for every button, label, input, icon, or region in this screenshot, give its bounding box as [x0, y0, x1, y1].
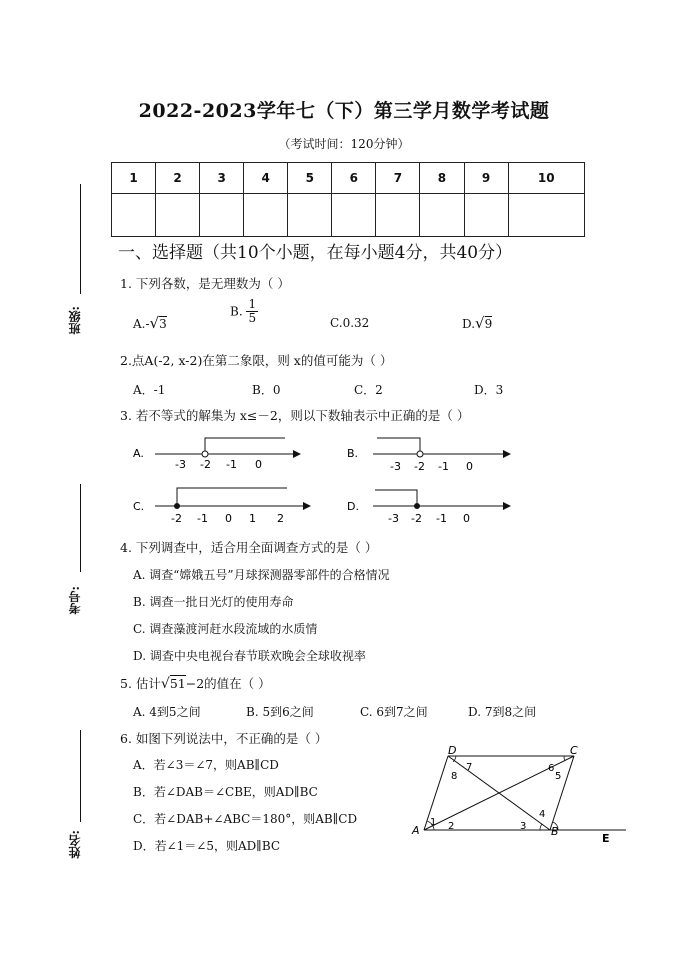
page-title: 2022-2023学年七（下）第三学月数学考试题: [138, 100, 550, 122]
point-label: B: [551, 825, 559, 838]
tick-label: -1: [226, 458, 237, 471]
q1-option-a: A.-√3: [133, 314, 167, 332]
point-label: D: [448, 744, 457, 757]
tick-label: 0: [255, 458, 262, 471]
q6-option-b: B．若∠DAB＝∠CBE，则AD∥BC: [133, 785, 318, 799]
score-blank-cell: [508, 194, 584, 237]
option-label: A.: [133, 447, 144, 460]
q5-option-b: B. 5到6之间: [246, 705, 314, 719]
question-4: 4. 下列调查中，适合用全面调查方式的是（ ）: [120, 540, 378, 555]
number-line-c: [133, 488, 311, 525]
number-line-d: [347, 490, 511, 525]
point-label: E: [602, 832, 610, 845]
score-blank-cell: [244, 194, 288, 237]
score-header-cell: 5: [288, 163, 332, 194]
score-blank-cell: [464, 194, 508, 237]
q2-option-a: A．-1: [133, 383, 166, 397]
score-header-cell: 8: [420, 163, 464, 194]
tick-label: -1: [438, 460, 449, 473]
tick-label: -2: [200, 458, 211, 471]
question-5: 5. 估计√51−2的值在（ ）: [120, 676, 271, 692]
q6-option-a: A．若∠3＝∠7，则AB∥CD: [133, 758, 279, 772]
q1-option-c: C.0.32: [330, 316, 370, 330]
tick-label: -1: [197, 512, 208, 525]
question-6: 6. 如图下列说法中，不正确的是（ ）: [120, 731, 328, 746]
option-label: B.: [347, 447, 359, 460]
tick-label: -3: [388, 512, 399, 525]
angle-label: 3: [520, 821, 527, 832]
score-blank-cell: [156, 194, 200, 237]
angle-label: 1: [430, 817, 437, 828]
score-blank-cell: [420, 194, 464, 237]
q4-option-b: B. 调查一批日光灯的使用寿命: [133, 595, 294, 609]
score-blank-cell: [200, 194, 244, 237]
question-2: 2.点A(-2, x-2)在第二象限，则 x的值可能为（ ）: [120, 353, 393, 368]
q2-option-d: D．3: [474, 383, 504, 397]
exam-time: （考试时间：120分钟）: [278, 137, 410, 151]
score-blank-cell: [376, 194, 420, 237]
score-blank-cell: [112, 194, 156, 237]
number-line-figures: [125, 430, 645, 530]
number-line-b: [347, 438, 511, 473]
question-3: 3. 若不等式的解集为 x≤－2，则以下数轴表示中正确的是（ ）: [120, 408, 470, 423]
score-header-cell: 4: [244, 163, 288, 194]
tick-label: 0: [225, 512, 232, 525]
score-header-cell: 10: [508, 163, 584, 194]
score-blank-cell: [288, 194, 332, 237]
q1-option-d: D.√9: [462, 314, 493, 332]
angle-label: 5: [555, 771, 562, 782]
tick-label: -3: [175, 458, 186, 471]
parallelogram-figure: [408, 742, 633, 852]
angle-label: 6: [548, 763, 555, 774]
score-table: [111, 162, 585, 237]
option-label: D.: [347, 500, 359, 513]
q2-option-b: B．0: [252, 383, 281, 397]
angle-label: 7: [466, 762, 473, 773]
binding-line: [80, 730, 81, 822]
score-header-cell: 6: [332, 163, 376, 194]
q4-option-d: D. 调查中央电视台春节联欢晚会全球收视率: [133, 649, 366, 663]
q5-option-d: D. 7到8之间: [468, 705, 537, 719]
q4-option-c: C. 调查藻渡河赶水段流域的水质情: [133, 622, 318, 636]
tick-label: 0: [466, 460, 473, 473]
tick-label: -2: [414, 460, 425, 473]
q2-option-c: C．2: [354, 383, 383, 397]
score-header-cell: 7: [376, 163, 420, 194]
score-header-cell: 1: [112, 163, 156, 194]
binding-line: [80, 484, 81, 572]
binding-line: [80, 184, 81, 294]
angle-label: 2: [448, 821, 455, 832]
tick-label: -2: [171, 512, 182, 525]
exam-number-label: 考号:: [68, 586, 82, 615]
tick-label: 1: [249, 512, 256, 525]
score-header-cell: 3: [200, 163, 244, 194]
option-label: C.: [133, 500, 145, 513]
question-1: 1. 下列各数，是无理数为（ ）: [120, 276, 290, 291]
tick-label: -1: [436, 512, 447, 525]
point-label: C: [570, 744, 578, 757]
tick-label: 0: [463, 512, 470, 525]
q5-option-a: A. 4到5之间: [133, 705, 201, 719]
point-label: A: [412, 824, 420, 837]
score-header-cell: 2: [156, 163, 200, 194]
q1-option-b: B. $\frac{1}{5}$: [230, 297, 257, 326]
section-heading: 一、选择题（共10个小题，在每小题4分，共40分）: [118, 243, 513, 263]
q6-option-d: D．若∠1＝∠5，则AD∥BC: [133, 839, 281, 853]
score-header-cell: 9: [464, 163, 508, 194]
tick-label: -2: [411, 512, 422, 525]
angle-label: 4: [539, 809, 546, 820]
tick-label: -3: [390, 460, 401, 473]
q5-option-c: C. 6到7之间: [360, 705, 428, 719]
class-label: 班级:: [68, 306, 82, 335]
q4-option-a: A. 调查“嫦娥五号”月球探测器零部件的合格情况: [133, 568, 390, 582]
angle-label: 8: [451, 771, 458, 782]
score-blank-cell: [332, 194, 376, 237]
q6-option-c: C．若∠DAB+∠ABC＝180°，则AB∥CD: [133, 812, 358, 826]
name-label: 姓名:: [68, 830, 82, 859]
number-line-a: [133, 438, 301, 471]
tick-label: 2: [277, 512, 284, 525]
